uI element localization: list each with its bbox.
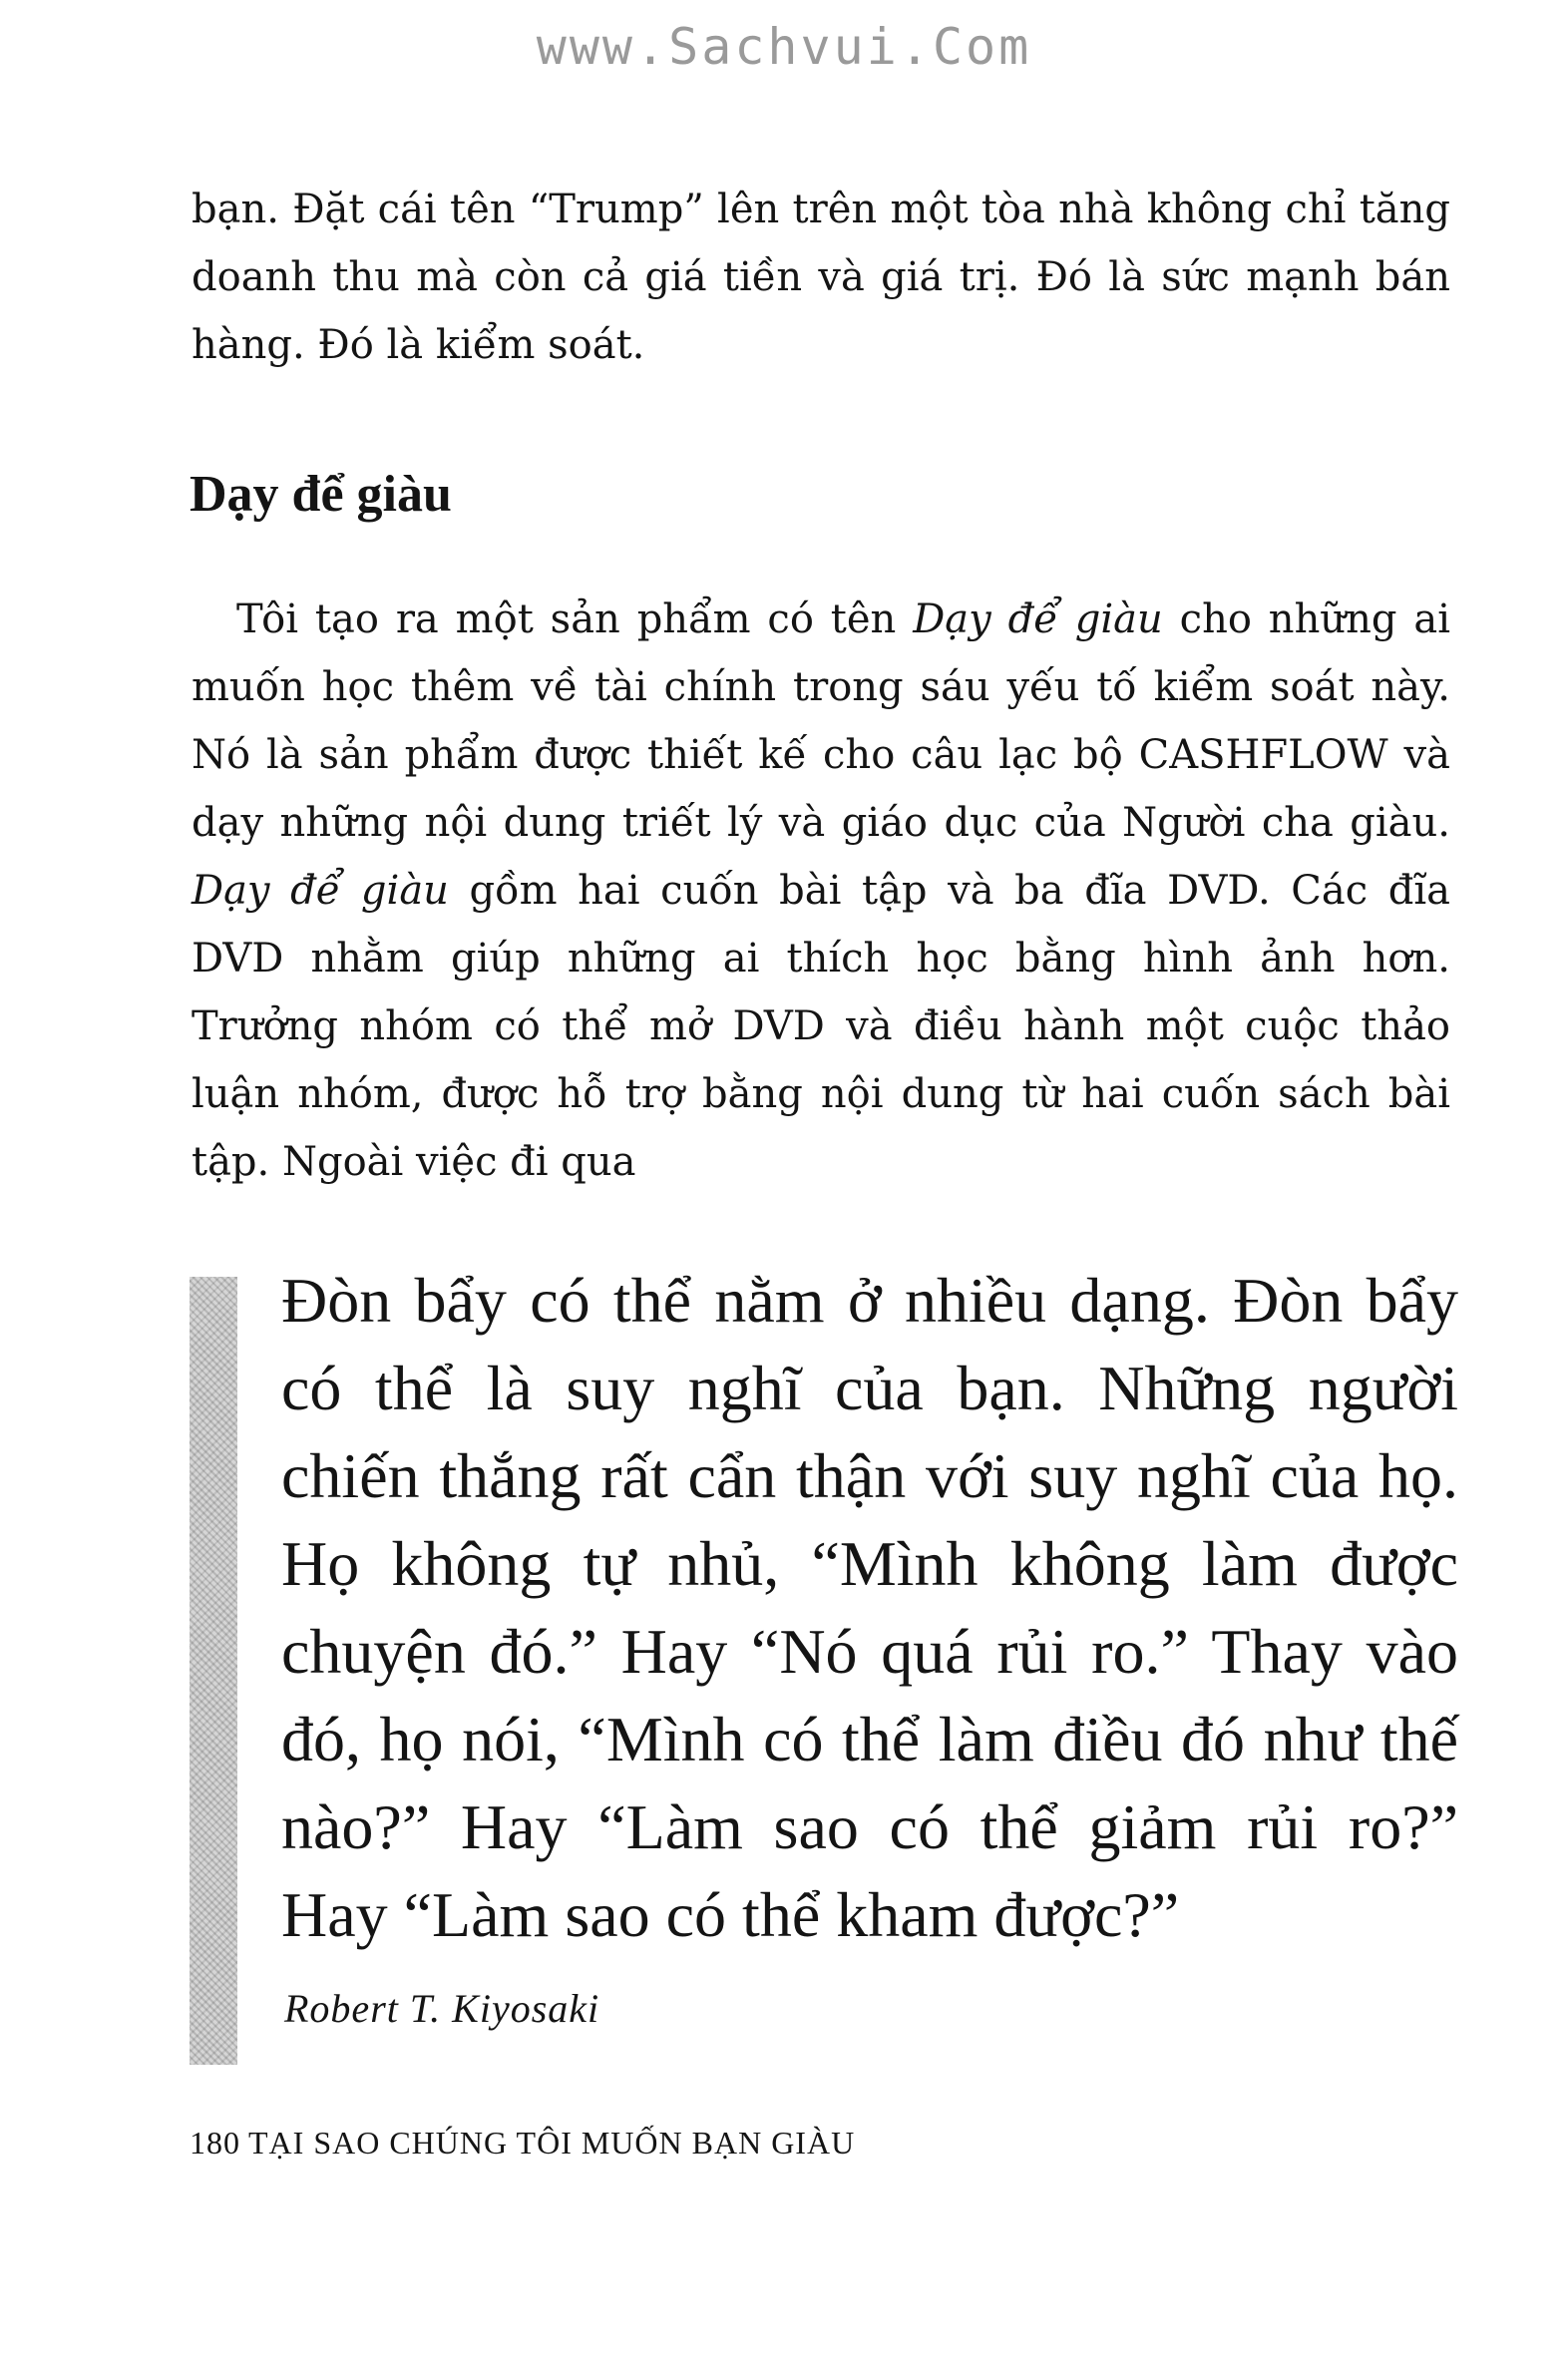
paragraph-text-part1: Tôi tạo ra một sản phẩm có tên (236, 596, 914, 642)
book-title-footer: TẠI SAO CHÚNG TÔI MUỐN BẠN GIÀU (248, 2125, 856, 2161)
paragraph-body (192, 586, 1450, 1196)
page-number: 180 (190, 2125, 240, 2161)
book-title-italic: Dạy để giàu (192, 868, 449, 914)
quote-author: Robert T. Kiyosaki (284, 1986, 600, 2031)
quote-decorative-bar (190, 1277, 237, 2065)
paragraph-text-part3: gồm hai cuốn bài tập và ba đĩa DVD. Các đĩa DVD nhằm giúp những ai thích học bằng hình ảnh hơn. Trưởng nhóm có thể mở DVD và điều hành một cuộc thảo luận nhóm, được hỗ trợ bằng nội dung từ hai cuốn sách bài tập. Ngoài việc đi qua (192, 868, 1451, 1185)
paragraph-text-part2: cho những ai muốn học thêm về tài chính trong sáu yếu tố kiểm soát này. Nó là sản phẩm được thiết kế cho câu lạc bộ CASHFLOW và dạy những nội dung triết lý và giáo dục của Người cha giàu. (192, 596, 1451, 846)
page-footer (190, 2125, 855, 2162)
paragraph-continuation: bạn. Đặt cái tên “Trump” lên trên một tòa nhà không chỉ tăng doanh thu mà còn cả giá tiền và giá trị. Đó là sức mạnh bán hàng. Đó là kiểm soát. (192, 187, 1450, 368)
watermark-text: www.Sachvui.Com (536, 18, 1032, 76)
book-title-italic: Dạy để giàu (913, 596, 1163, 642)
pull-quote-text: Đòn bẩy có thể nằm ở nhiều dạng. Đòn bẩy có thể là suy nghĩ của bạn. Những người chiến thắng rất cẩn thận với suy nghĩ của họ. Họ không tự nhủ, “Mình không làm được chuyện đó.” Hay “Nó quá rủi ro.” Thay vào đó, họ nói, “Mình có thể làm điều đó như thế nào?” Hay “Làm sao có thể giảm rủi ro?” Hay “Làm sao có thể kham được?” (281, 1265, 1458, 1950)
section-heading: Dạy để giàu (190, 466, 452, 523)
